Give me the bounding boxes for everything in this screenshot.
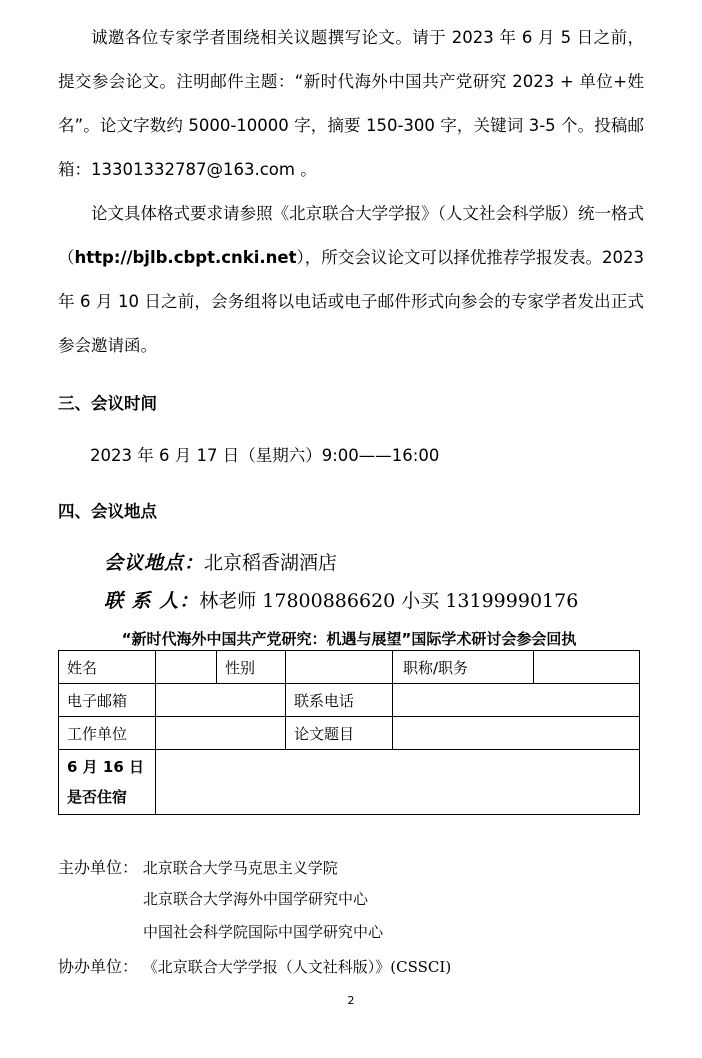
accommodation-label-line1: 6 月 16 日 <box>67 758 144 776</box>
email-field[interactable] <box>156 684 286 717</box>
venue-contact <box>104 586 578 613</box>
co-label: 协办单位： <box>58 957 139 976</box>
host-organizers <box>58 855 338 878</box>
co-org: 《北京联合大学学报（人文社科版）》(CSSCI) <box>142 958 452 976</box>
venue-contact-label: 联 系 人： <box>104 590 200 612</box>
phone-field[interactable] <box>393 684 640 717</box>
work-unit-field[interactable] <box>156 717 286 750</box>
accommodation-label-line2: 是否住宿 <box>67 788 128 806</box>
venue-location <box>104 548 337 575</box>
page-number: 2 <box>347 994 355 1007</box>
journal-url-link[interactable]: http://bjlb.cbpt.cnki.net <box>74 248 297 267</box>
format-text-after: ），所交会议论文可以择优推荐学报发表。2023 年 6 月 10 日之前，会务组将以电话或电子邮件形式向参会的专家学者发出正式参会邀请函。 <box>58 248 644 355</box>
paper-title-field[interactable] <box>393 717 640 750</box>
host-org-1: 北京联合大学马克思主义学院 <box>142 859 338 877</box>
position-field[interactable] <box>534 651 640 684</box>
host-label: 主办单位： <box>58 858 139 877</box>
email-label: 电子邮箱 <box>59 684 156 717</box>
name-field[interactable] <box>156 651 217 684</box>
gender-label: 性别 <box>217 651 286 684</box>
accommodation-field[interactable] <box>156 750 640 815</box>
reply-form-title: “新时代海外中国共产党研究：机遇与展望”国际学术研讨会参会回执 <box>121 630 577 648</box>
phone-label: 联系电话 <box>286 684 393 717</box>
host-org-3: 中国社会科学院国际中国学研究中心 <box>143 923 384 941</box>
meeting-time: 2023 年 6 月 17 日（星期六）9:00——16:00 <box>90 446 440 465</box>
venue-location-label: 会议地点： <box>104 552 205 574</box>
section-3-heading: 三、会议时间 <box>58 394 157 413</box>
venue-location-value: 北京稻香湖酒店 <box>204 552 338 574</box>
format-text-before: 论文具体格式要求请参照《北京联合大学学报》（人文社会科学版）统一格式（ <box>58 204 644 267</box>
section-4-heading: 四、会议地点 <box>58 502 157 521</box>
paper-title-label: 论文题目 <box>286 717 393 750</box>
accommodation-label <box>59 750 156 815</box>
host-org-2: 北京联合大学海外中国学研究中心 <box>143 890 369 908</box>
reply-form-table <box>58 650 640 815</box>
gender-field[interactable] <box>286 651 393 684</box>
position-label: 职称/职务 <box>393 651 534 684</box>
work-unit-label: 工作单位 <box>59 717 156 750</box>
venue-contact-value: 林老师 17800886620 小买 13199990176 <box>199 590 579 612</box>
name-label: 姓名 <box>59 651 156 684</box>
call-for-papers-paragraph: 诚邀各位专家学者围绕相关议题撰写论文。请于 2023 年 6 月 5 日之前，提交参会论文。注明邮件主题：“新时代海外中国共产党研究 2023 + 单位+姓名”。论文字数约 5000-10000 字，摘要 150-300 字，关键词 3-5 个。投稿邮箱：13301332787@163.com 。 <box>58 28 644 179</box>
co-organizers <box>58 954 451 977</box>
format-requirements-paragraph <box>58 192 644 368</box>
